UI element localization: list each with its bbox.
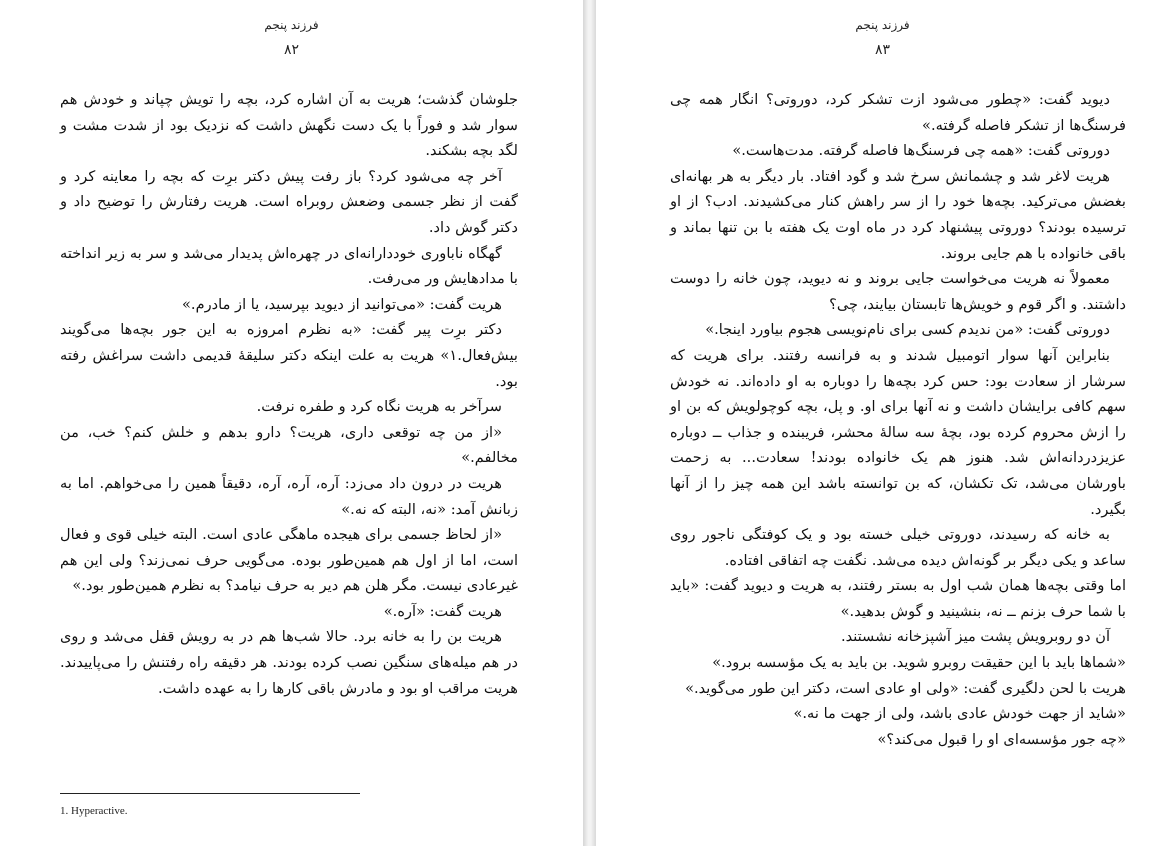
paragraph: هریت بن را به خانه برد. حالا شب‌ها هم در به رویش قفل می‌شد و روی در هم میله‌های سنگین نصب کرده بودند. هر دقیقه راه رفتنش را می‌پاییدند. هریت مراقب او بود و مادرش باقی کارها را به عهده داشت. xyxy=(60,628,518,697)
paragraph: «از لحاظ جسمی برای هیجده ماهگی عادی است. البته خیلی قوی و فعال است، اما از اول هم همین‌طور بوده. می‌گویی حرف نمی‌زند؟ ولی این هم غیرعادی نیست. مگر هلن هم دیر به حرف نیامد؟ به نظرم همین‌طور بود.» xyxy=(60,526,518,595)
paragraph: دکتر برِت پیر گفت: «به نظرم امروزه به این جور بچه‌ها می‌گویند بیش‌فعال.۱» هریت به علت اینکه دکتر سلیقهٔ قدیمی داشت سراغش رفته بود. xyxy=(60,321,518,390)
paragraph: دیوید گفت: «چطور می‌شود ازت تشکر کرد، دوروتی؟ انگار همه چی فرسنگ‌ها از تشکر فاصله گرفته.» xyxy=(670,91,1126,134)
page-body xyxy=(670,87,1126,752)
page-gutter xyxy=(583,0,596,846)
paragraph: گهگاه ناباوری خوددارانه‌ای در چهره‌اش پدیدار می‌شد و سر به زیر انداخته با مدادهایش ور می‌رفت. xyxy=(60,244,518,288)
paragraph: «از من چه توقعی داری، هریت؟ دارو بدهم و خلش کنم؟ خب، من مخالفم.» xyxy=(60,423,518,467)
running-head: فرزند پنجم xyxy=(264,18,319,32)
page-body xyxy=(60,87,518,701)
paragraph: دوروتی گفت: «من ندیدم کسی برای نام‌نویسی هجوم بیاورد اینجا.» xyxy=(705,321,1110,339)
paragraph: به خانه که رسیدند، دوروتی خیلی خسته بود و یک کوفتگی ناجور روی ساعد و یکی دیگر بر گونه‌اش دیده می‌شد. نگفت چه اتفاقی افتاده. xyxy=(670,526,1126,569)
left-page xyxy=(0,0,583,846)
paragraph: اما وقتی بچه‌ها همان شب اول به بستر رفتند، به هریت و دیوید گفت: «باید با شما حرف بزنم ــ نه، بنشینید و گوش بدهید.» xyxy=(670,577,1126,620)
paragraph: آن دو روبرویش پشت میز آشپزخانه نشستند. xyxy=(840,628,1110,646)
paragraph: سرآخر به هریت نگاه کرد و طفره نرفت. xyxy=(256,398,502,416)
paragraph: هریت گفت: «می‌توانید از دیوید بپرسید، یا از مادرم.» xyxy=(182,295,502,313)
paragraph: معمولاً نه هریت می‌خواست جایی بروند و نه دیوید، چون خانه را دوست داشتند. و اگر قوم و خویش‌ها تابستان بیایند، چی؟ xyxy=(670,270,1126,313)
paragraph: «چه جور مؤسسه‌ای او را قبول می‌کند؟» xyxy=(877,730,1126,748)
paragraph: آخر چه می‌شود کرد؟ باز رفت پیش دکتر برِت که بچه را معاینه کرد و گفت از نظر جسمی وضعش روبراه است. هریت رفتارش را توضیح داد و دکتر گوش داد. xyxy=(60,167,518,236)
right-page xyxy=(596,0,1169,846)
paragraph: هریت با لحن دلگیری گفت: «ولی او عادی است، دکتر این طور می‌گوید.» xyxy=(685,679,1126,697)
paragraph: بنابراین آنها سوار اتومبیل شدند و به فرانسه رفتند. برای هریت که سرشار از سعادت بود: حس کرد بچه‌ها را دوباره به او داده‌اند. نه خودش سهم کافی برایشان داشت و نه آنها برای او. و پل، بچه کوچولویش که بن او را ازش محروم کرده بود، بچهٔ سه سالهٔ محشر، فریبنده و جذاب ــ دوباره عزیزدردانه‌اش شد. هنوز هم یک خانواده بودند! سعادت... به زحمت باورشان می‌شد، تک تکشان، که بن توانسته باشد این همه چیز را از آنها بگیرد. xyxy=(670,346,1126,518)
paragraph: هریت در درون داد می‌زد: آره، آره، آره، دقیقاً همین را می‌خواهم. اما به زبانش آمد: «نه، البته که نه.» xyxy=(60,474,518,518)
page-number: ۸۲ xyxy=(283,42,300,58)
paragraph: «شاید از جهت خودش عادی باشد، ولی از جهت ما نه.» xyxy=(793,705,1126,723)
footnote-divider xyxy=(60,793,360,794)
footnote: 1. Hyperactive. xyxy=(60,805,128,817)
paragraph: دوروتی گفت: «همه چی فرسنگ‌ها فاصله گرفته. مدت‌هاست.» xyxy=(732,142,1110,160)
paragraph: هریت گفت: «آره.» xyxy=(383,602,502,620)
paragraph: «شماها باید با این حقیقت روبرو شوید. بن باید به یک مؤسسه برود.» xyxy=(712,654,1126,672)
page-number: ۸۳ xyxy=(874,42,891,58)
paragraph: جلوشان گذشت؛ هریت به آن اشاره کرد، بچه را تویش چپاند و خودش هم سوار شد و فوراً با یک دست نگهش داشت که نزدیک بود از شدت مشت و لگد بچه بشکند. xyxy=(60,91,518,160)
paragraph: هریت لاغر شد و چشمانش سرخ شد و گود افتاد. بار دیگر به هر بهانه‌ای بغضش می‌ترکید. بچه‌ها خود را از سر راهش کنار می‌کشیدند. ادب؟ از او ترسیده بودند؟ دوروتی پیشنهاد کرد در ماه اوت یک هفته با بن تنها بماند و باقی خانواده با هم جایی بروند. xyxy=(670,167,1126,262)
running-head: فرزند پنجم xyxy=(855,18,910,32)
